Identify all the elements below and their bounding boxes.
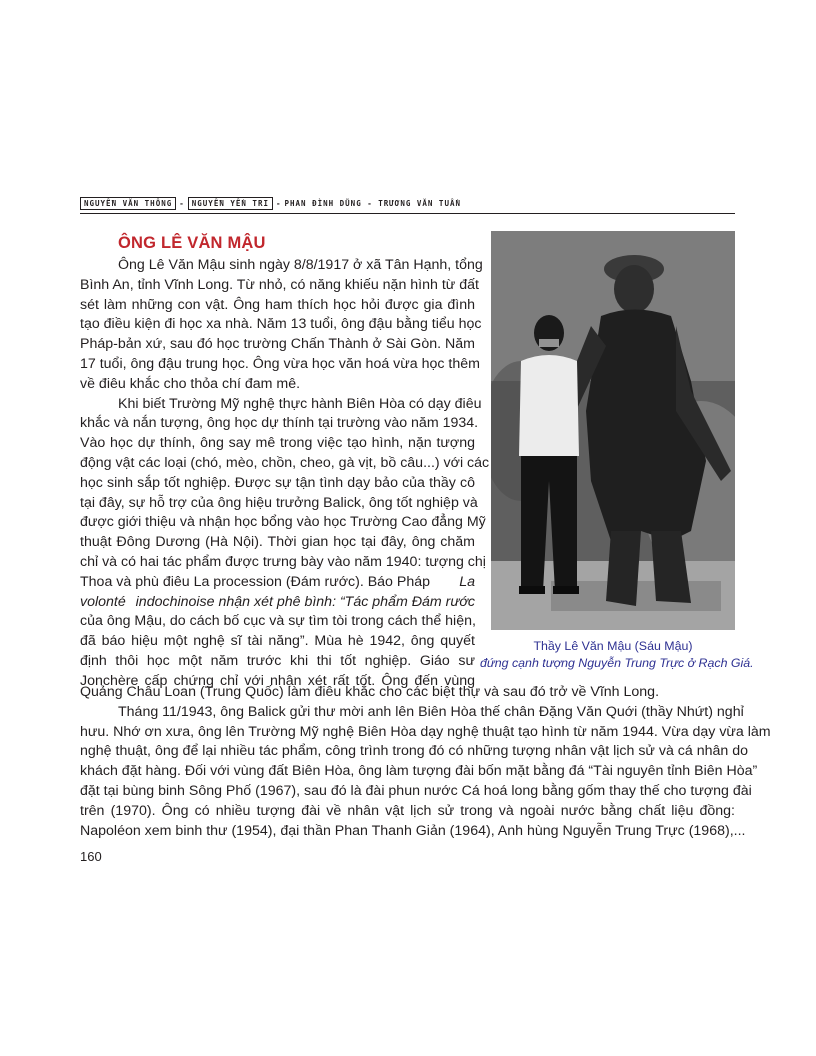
photo-caption [480,638,754,672]
italic-la: La [459,573,475,590]
text-line: tạo điều kiện đi học xa nhà. Năm 13 tuổi, ông đậu bằng tiểu học [80,316,482,333]
section-title: ÔNG LÊ VĂN MẬU [118,234,266,252]
text-line: định thôi học một năm trước khi thi tốt nghiệp. Giáo sư [80,652,475,669]
page-number: 160 [80,849,102,864]
header-rule [80,213,735,214]
text-line: Bình An, tỉnh Vĩnh Long. Từ nhỏ, có năng khiếu nặn hình từ đất [80,276,479,293]
text-line: trên (1970). Ông có nhiều tượng đài về nhân vật lịch sử trong và ngoài nước bằng chất liệu đồng: [80,802,735,819]
text-line [80,573,475,593]
italic-volonte: volonté [80,593,126,610]
text-line: Khi biết Trường Mỹ nghệ thực hành Biên Hòa có dạy điêu [118,395,482,412]
header-author-1: NGUYỄN VĂN THÔNG [80,197,176,210]
text-line: được giới thiệu và nhận học bổng vào học Trường Cao đẳng Mỹ [80,514,486,531]
text-fragment: Thoa và phù điêu La procession (Đám rước). Báo Pháp [80,573,431,590]
text-line: đặt tại bùng binh Sông Phố (1967), sau đó là đài phun nước Cá hoá long bằng gốm thay thế cho tượng đài [80,782,752,799]
text-line [80,593,475,613]
text-line: sét làm những con vật. Ông ham thích học hỏi được gia đình [80,296,475,313]
text-line: động vật các loại (chó, mèo, chồn, cheo, gà vịt, bồ câu...) với các [80,454,490,471]
text-line: khắc và nắn tượng, ông học dự thính tại trường vào năm 1934. [80,415,479,432]
paragraph-2 [80,395,490,692]
text-line: hưu. Nhớ ơn xưa, ông lên Trường Mỹ nghệ Biên Hòa dạy nghệ thuật tạo hình từ năm 1944. Vừa dạy vừa làm [80,723,771,740]
text-line: đã báo hiệu một nghệ sĩ tài năng”. Mùa hè 1942, ông quyết [80,633,475,650]
text-line: Ông Lê Văn Mậu sinh ngày 8/8/1917 ở xã Tân Hạnh, tổng [118,257,483,273]
photo-illustration [491,231,735,630]
photo-statue [491,231,735,630]
text-line: thuật Đông Dương (Hà Nội). Thời gian học tại đây, ông chăm [80,534,475,551]
text-fragment: indochinoise nhận xét phê bình: “Tác phẩm Đám rước [135,593,475,610]
text-line: 17 tuổi, ông đậu trung học. Ông vừa học văn hoá vừa học thêm [80,355,480,372]
paragraph-2-end [80,683,735,703]
text-line: tại đây, sự hỗ trợ của ông hiệu trưởng Balick, ông tốt nghiệp và [80,494,478,511]
text-line: khách đặt hàng. Đối với vùng đất Biên Hòa, ông làm tượng đài bốn mặt bằng đá “Tài nguyên tỉnh Biên Hòa” [80,763,758,780]
header-authors-rest: PHAN ĐÌNH DŨNG - TRƯƠNG VĂN TUẤN [284,199,461,208]
text-line: học sinh sắp tốt nghiệp. Được sự tận tình dạy bảo của thầy cô [80,474,475,491]
text-line: Pháp-bản xứ, sau đó học trường Chấn Thành ở Sài Gòn. Năm [80,336,475,353]
text-line: nghệ thuật, ông để lại nhiều tác phẩm, công trình trong đó có những tượng nhân vật lịch sử và cá nhân do [80,743,749,760]
narrow-column [80,256,490,692]
paragraph-3 [80,703,771,842]
caption-line-1: Thầy Lê Văn Mậu (Sáu Mậu) [533,639,693,653]
text-line: Napoléon xem binh thư (1954), đại thần Phan Thanh Giản (1964), Anh hùng Nguyễn Trung Trực (1968),... [80,822,746,839]
text-line: Vào học dự thính, ông say mê trong việc tạo hình, nặn tượng [80,435,475,452]
paragraph-1 [80,256,483,395]
header-author-2: NGUYỄN YẾN TRI [188,197,273,210]
caption-line-2: đứng cạnh tượng Nguyễn Trung Trực ở Rạch Giá. [480,656,754,670]
text-line: của ông Mậu, do cách bố cục và sự tìm tòi trong cách thể hiện, [80,613,476,630]
running-header: NGUYỄN VĂN THÔNG - NGUYỄN YẾN TRI - PHAN ĐÌNH DŨNG - TRƯƠNG VĂN TUẤN [80,197,461,213]
text-line: Tháng 11/1943, ông Balick gửi thư mời anh lên Biên Hòa thế chân Đặng Văn Quới (thầy Nhứt) nghỉ [118,703,744,720]
text-line: Quảng Châu Loan (Trung Quốc) làm điêu khắc cho các biệt thự và sau đó trở về Vĩnh Long. [80,684,660,700]
text-line: chỉ và có hai tác phẩm được trưng bày vào năm 1940: tượng chị [80,553,486,570]
text-line: Jonchère cấp chứng chỉ với nhận xét rất tốt. Ông đến vùng [80,672,475,689]
full-width-text [80,683,771,841]
text-line: về điêu khắc cho thỏa chí đam mê. [80,375,301,392]
